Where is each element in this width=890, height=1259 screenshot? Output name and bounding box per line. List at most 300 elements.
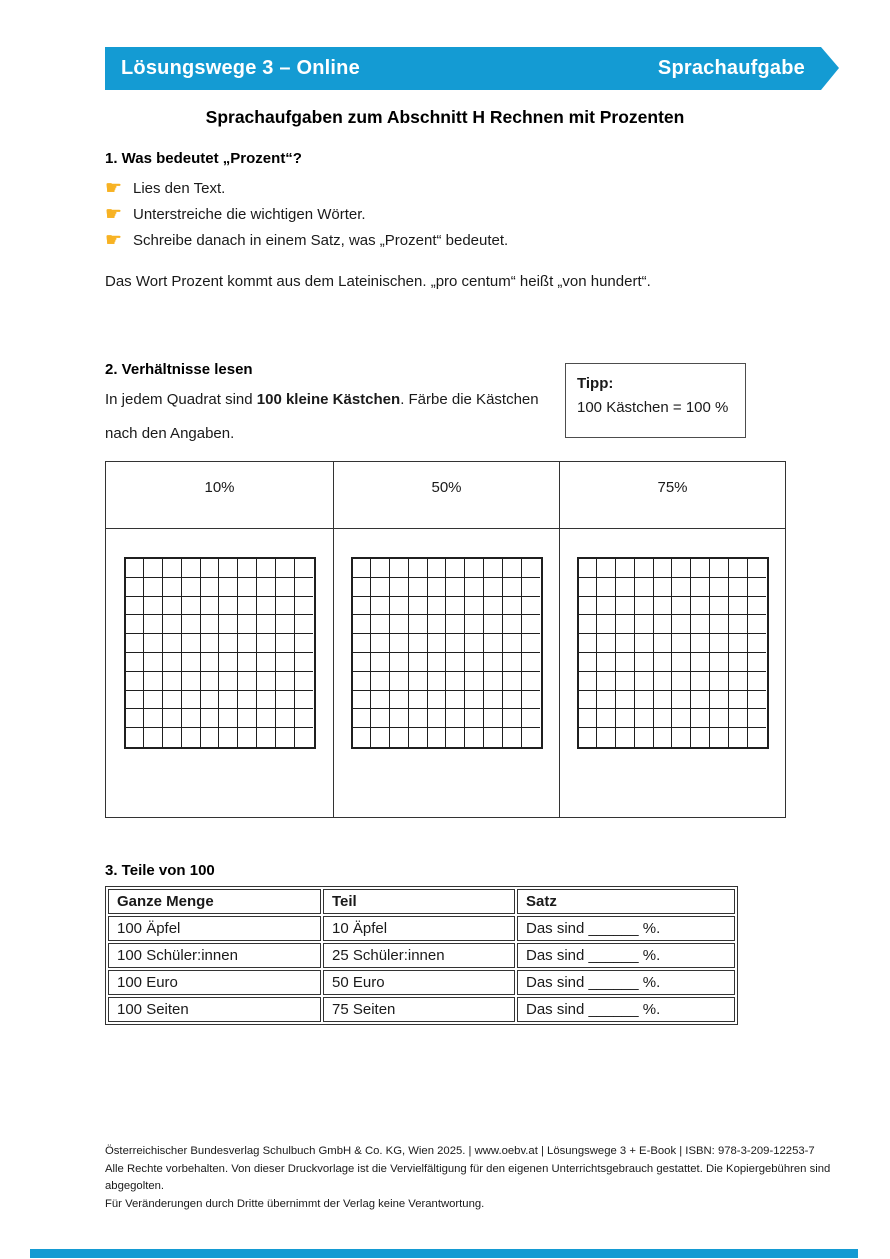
grid-square <box>691 728 710 747</box>
pointing-hand-icon: ☛ <box>105 229 123 251</box>
grid-square <box>238 559 257 578</box>
grid-square <box>144 728 163 747</box>
grid-square <box>484 597 503 616</box>
grid-square <box>484 653 503 672</box>
grid-square <box>295 691 314 710</box>
grid-square <box>579 559 598 578</box>
page-title: Sprachaufgaben zum Abschnitt H Rechnen mit Prozenten <box>205 107 685 127</box>
grid-square <box>446 653 465 672</box>
grid-square <box>390 653 409 672</box>
grid-square <box>201 634 220 653</box>
grid-square <box>126 653 145 672</box>
grid-square <box>654 597 673 616</box>
grid-square <box>390 728 409 747</box>
grid-square <box>748 672 767 691</box>
grid-square <box>484 728 503 747</box>
grid-square <box>390 615 409 634</box>
grid-square <box>691 559 710 578</box>
grid-square <box>446 597 465 616</box>
grid-square <box>597 691 616 710</box>
grid-square <box>465 597 484 616</box>
grid-square <box>409 578 428 597</box>
grid-square <box>597 578 616 597</box>
grid-square <box>353 559 372 578</box>
grid-square <box>748 691 767 710</box>
grid-square <box>654 653 673 672</box>
grid-square <box>635 672 654 691</box>
grid-square <box>522 728 541 747</box>
grid-square <box>484 559 503 578</box>
grid-square <box>654 709 673 728</box>
grid-square <box>182 559 201 578</box>
grid-square <box>616 728 635 747</box>
grid-square <box>219 559 238 578</box>
grid-square <box>219 728 238 747</box>
section-2-instruction-line-2: nach den Angaben. <box>105 425 235 442</box>
grid-square <box>616 578 635 597</box>
grid-square <box>257 578 276 597</box>
grid-square <box>691 653 710 672</box>
parts-of-100-table <box>105 886 738 1025</box>
table-cell: 75 Seiten <box>323 997 515 1022</box>
grid-square <box>126 709 145 728</box>
grid-square <box>654 559 673 578</box>
grid-square <box>616 597 635 616</box>
grid-square <box>729 578 748 597</box>
column-header: Ganze Menge <box>108 889 321 914</box>
grid-square <box>163 672 182 691</box>
grid-square <box>182 709 201 728</box>
grid-square <box>238 634 257 653</box>
grid-square <box>390 559 409 578</box>
grid-square <box>465 728 484 747</box>
grid-square <box>654 615 673 634</box>
table-cell: 50 Euro <box>323 970 515 995</box>
hundred-square-grid <box>124 557 316 749</box>
grid-square <box>465 578 484 597</box>
grid-square <box>672 615 691 634</box>
pointing-hand-icon: ☛ <box>105 177 123 199</box>
grid-square <box>522 634 541 653</box>
grid-square <box>390 634 409 653</box>
footer-line: Alle Rechte vorbehalten. Von dieser Druckvorlage ist die Vervielfältigung für den eigenen Unterrichtsgebrauch gestattet. Die Kopiergebühren sind abgegolten. <box>105 1162 831 1192</box>
grid-square <box>257 728 276 747</box>
grid-square <box>522 578 541 597</box>
grid-square <box>409 728 428 747</box>
grid-square <box>597 634 616 653</box>
grid-square <box>126 691 145 710</box>
grid-square <box>465 559 484 578</box>
grid-square <box>484 691 503 710</box>
grid-square <box>353 672 372 691</box>
grid-square <box>353 634 372 653</box>
grid-square <box>465 691 484 710</box>
grid-square <box>163 578 182 597</box>
grid-square <box>257 672 276 691</box>
grid-square <box>465 615 484 634</box>
grid-square <box>371 653 390 672</box>
percent-column-header: 50% <box>333 462 559 529</box>
grid-square <box>144 672 163 691</box>
grid-square <box>182 597 201 616</box>
grid-square <box>295 578 314 597</box>
table-cell: Das sind ______ %. <box>517 970 735 995</box>
grid-square <box>238 709 257 728</box>
grid-square <box>182 672 201 691</box>
grid-cell-50pct <box>333 529 559 817</box>
grid-square <box>597 672 616 691</box>
grid-square <box>729 672 748 691</box>
grid-square <box>428 672 447 691</box>
table-cell: 100 Seiten <box>108 997 321 1022</box>
grid-square <box>276 578 295 597</box>
grid-square <box>371 597 390 616</box>
banner-arrow-icon <box>821 47 839 90</box>
grid-square <box>163 559 182 578</box>
grid-square <box>522 615 541 634</box>
grid-square <box>729 709 748 728</box>
grid-square <box>219 672 238 691</box>
hundred-square-grid <box>577 557 769 749</box>
grid-square <box>428 709 447 728</box>
grid-square <box>672 672 691 691</box>
grid-square <box>409 597 428 616</box>
section-2-heading: 2. Verhältnisse lesen <box>105 361 253 378</box>
grid-square <box>654 672 673 691</box>
grid-square <box>428 597 447 616</box>
grid-square <box>409 634 428 653</box>
grid-square <box>428 691 447 710</box>
bullet-text: Lies den Text. <box>133 179 226 197</box>
grid-square <box>729 653 748 672</box>
grid-square <box>522 653 541 672</box>
grid-square <box>295 709 314 728</box>
grid-square <box>276 597 295 616</box>
table-row <box>108 970 735 995</box>
grid-square <box>144 634 163 653</box>
table-cell: 25 Schüler:innen <box>323 943 515 968</box>
grid-square <box>710 578 729 597</box>
section-1-heading: 1. Was bedeutet „Prozent“? <box>105 150 302 167</box>
grid-square <box>428 728 447 747</box>
grid-square <box>295 597 314 616</box>
grid-square <box>428 578 447 597</box>
grid-square <box>446 672 465 691</box>
grid-square <box>691 691 710 710</box>
grid-square <box>276 691 295 710</box>
grid-square <box>635 728 654 747</box>
grid-square <box>257 597 276 616</box>
grid-square <box>635 691 654 710</box>
grid-square <box>635 597 654 616</box>
footer-line: Für Veränderungen durch Dritte übernimmt der Verlag keine Verantwortung. <box>105 1197 485 1210</box>
grid-square <box>371 559 390 578</box>
grid-square <box>276 672 295 691</box>
grid-square <box>654 578 673 597</box>
grid-square <box>691 615 710 634</box>
grid-square <box>484 709 503 728</box>
grid-square <box>710 653 729 672</box>
percent-column-header: 75% <box>559 462 785 529</box>
grid-square <box>672 578 691 597</box>
grid-square <box>182 728 201 747</box>
grid-square <box>616 559 635 578</box>
tip-text: 100 Kästchen = 100 % <box>577 399 729 416</box>
grid-square <box>465 634 484 653</box>
grid-square <box>201 691 220 710</box>
grid-square <box>672 691 691 710</box>
grid-square <box>409 615 428 634</box>
grid-square <box>126 634 145 653</box>
grid-square <box>635 615 654 634</box>
grid-square <box>446 709 465 728</box>
grid-square <box>182 634 201 653</box>
grid-square <box>238 597 257 616</box>
grid-square <box>503 597 522 616</box>
bullet-item <box>105 201 725 227</box>
grid-square <box>672 597 691 616</box>
grid-square <box>201 559 220 578</box>
grid-square <box>597 615 616 634</box>
instruction-text: In jedem Quadrat sind <box>105 391 257 408</box>
grid-square <box>144 597 163 616</box>
grid-square <box>163 597 182 616</box>
grid-square <box>465 653 484 672</box>
percent-grid-table <box>105 461 786 818</box>
grid-square <box>390 597 409 616</box>
grid-square <box>126 728 145 747</box>
grid-square <box>276 653 295 672</box>
grid-square <box>710 634 729 653</box>
grid-square <box>428 634 447 653</box>
grid-square <box>163 615 182 634</box>
tip-label: Tipp: <box>577 375 614 392</box>
grid-square <box>201 578 220 597</box>
grid-square <box>390 691 409 710</box>
grid-square <box>219 709 238 728</box>
grid-square <box>729 559 748 578</box>
grid-square <box>691 597 710 616</box>
grid-square <box>201 672 220 691</box>
grid-square <box>503 691 522 710</box>
grid-square <box>126 672 145 691</box>
grid-square <box>503 728 522 747</box>
grid-square <box>672 634 691 653</box>
grid-square <box>522 691 541 710</box>
grid-square <box>295 615 314 634</box>
grid-square <box>371 709 390 728</box>
grid-square <box>219 615 238 634</box>
grid-cell-75pct <box>559 529 785 817</box>
grid-square <box>503 615 522 634</box>
grid-square <box>710 615 729 634</box>
grid-square <box>503 709 522 728</box>
grid-square <box>484 578 503 597</box>
grid-square <box>371 634 390 653</box>
section-1 <box>105 150 725 253</box>
grid-square <box>144 691 163 710</box>
grid-square <box>353 728 372 747</box>
grid-square <box>238 578 257 597</box>
grid-square <box>353 653 372 672</box>
grid-square <box>238 672 257 691</box>
grid-square <box>219 691 238 710</box>
grid-square <box>371 672 390 691</box>
grid-square <box>710 728 729 747</box>
grid-cell-10pct <box>106 529 333 817</box>
grid-square <box>616 691 635 710</box>
grid-square <box>710 709 729 728</box>
grid-square <box>295 634 314 653</box>
bullet-text: Schreibe danach in einem Satz, was „Prozent“ bedeutet. <box>133 231 509 249</box>
grid-square <box>390 578 409 597</box>
grid-square <box>710 597 729 616</box>
grid-square <box>409 653 428 672</box>
grid-square <box>616 634 635 653</box>
grid-square <box>748 597 767 616</box>
grid-square <box>371 691 390 710</box>
column-header: Teil <box>323 889 515 914</box>
grid-square <box>503 578 522 597</box>
grid-square <box>371 728 390 747</box>
header-banner <box>105 47 821 90</box>
grid-square <box>446 578 465 597</box>
grid-square <box>182 691 201 710</box>
grid-square <box>390 672 409 691</box>
grid-square <box>182 578 201 597</box>
grid-square <box>616 709 635 728</box>
grid-square <box>729 728 748 747</box>
grid-square <box>219 653 238 672</box>
grid-square <box>672 709 691 728</box>
grid-square <box>257 653 276 672</box>
grid-square <box>597 653 616 672</box>
grid-square <box>353 597 372 616</box>
grid-square <box>163 691 182 710</box>
grid-square <box>201 709 220 728</box>
grid-square <box>654 634 673 653</box>
instruction-text: . Färbe die Kästchen <box>400 391 539 408</box>
grid-square <box>201 653 220 672</box>
table-cell: Das sind ______ %. <box>517 997 735 1022</box>
grid-square <box>295 728 314 747</box>
grid-square <box>522 559 541 578</box>
grid-square <box>163 634 182 653</box>
worksheet-type-label: Sprachaufgabe <box>657 57 805 79</box>
grid-square <box>710 691 729 710</box>
grid-square <box>503 559 522 578</box>
grid-square <box>295 559 314 578</box>
grid-square <box>597 728 616 747</box>
grid-square <box>219 634 238 653</box>
table-cell: 10 Äpfel <box>323 916 515 941</box>
table-cell: Das sind ______ %. <box>517 943 735 968</box>
grid-square <box>616 653 635 672</box>
section-2-instruction-line-1 <box>105 388 560 411</box>
grid-square <box>503 653 522 672</box>
bullet-text: Unterstreiche die wichtigen Wörter. <box>133 205 366 223</box>
column-header: Satz <box>517 889 735 914</box>
grid-square <box>353 615 372 634</box>
grid-square <box>219 578 238 597</box>
grid-square <box>353 691 372 710</box>
grid-square <box>144 578 163 597</box>
grid-square <box>276 559 295 578</box>
grid-square <box>163 728 182 747</box>
grid-square <box>522 597 541 616</box>
grid-square <box>484 634 503 653</box>
grid-square <box>257 615 276 634</box>
grid-square <box>597 559 616 578</box>
grid-square <box>635 559 654 578</box>
table-cell: 100 Schüler:innen <box>108 943 321 968</box>
grid-square <box>672 728 691 747</box>
grid-square <box>748 709 767 728</box>
grid-square <box>126 559 145 578</box>
grid-square <box>484 672 503 691</box>
grid-square <box>579 728 598 747</box>
grid-square <box>409 559 428 578</box>
grid-square <box>748 653 767 672</box>
grid-square <box>257 559 276 578</box>
grid-square <box>672 653 691 672</box>
grid-square <box>353 578 372 597</box>
grid-square <box>522 709 541 728</box>
grid-square <box>616 615 635 634</box>
grid-square <box>257 691 276 710</box>
grid-square <box>219 597 238 616</box>
table-cell: Das sind ______ %. <box>517 916 735 941</box>
grid-square <box>409 709 428 728</box>
grid-square <box>428 653 447 672</box>
grid-square <box>238 728 257 747</box>
bullet-item <box>105 175 725 201</box>
pointing-hand-icon: ☛ <box>105 203 123 225</box>
grid-square <box>691 672 710 691</box>
grid-square <box>163 653 182 672</box>
grid-square <box>276 728 295 747</box>
table-row <box>108 916 735 941</box>
grid-square <box>748 728 767 747</box>
grid-square <box>238 615 257 634</box>
grid-square <box>390 709 409 728</box>
grid-square <box>579 597 598 616</box>
grid-square <box>654 728 673 747</box>
grid-square <box>579 653 598 672</box>
grid-square <box>295 672 314 691</box>
table-row <box>108 943 735 968</box>
grid-square <box>597 597 616 616</box>
grid-square <box>635 709 654 728</box>
section-3-heading: 3. Teile von 100 <box>105 862 215 879</box>
grid-square <box>201 615 220 634</box>
grid-square <box>597 709 616 728</box>
grid-square <box>144 709 163 728</box>
tip-box <box>565 363 746 438</box>
grid-square <box>710 559 729 578</box>
grid-square <box>635 653 654 672</box>
grid-square <box>503 634 522 653</box>
grid-square <box>446 691 465 710</box>
grid-square <box>579 615 598 634</box>
grid-square <box>691 709 710 728</box>
grid-square <box>748 634 767 653</box>
grid-square <box>446 728 465 747</box>
grid-square <box>729 615 748 634</box>
grid-square <box>201 597 220 616</box>
grid-square <box>710 672 729 691</box>
grid-square <box>371 615 390 634</box>
